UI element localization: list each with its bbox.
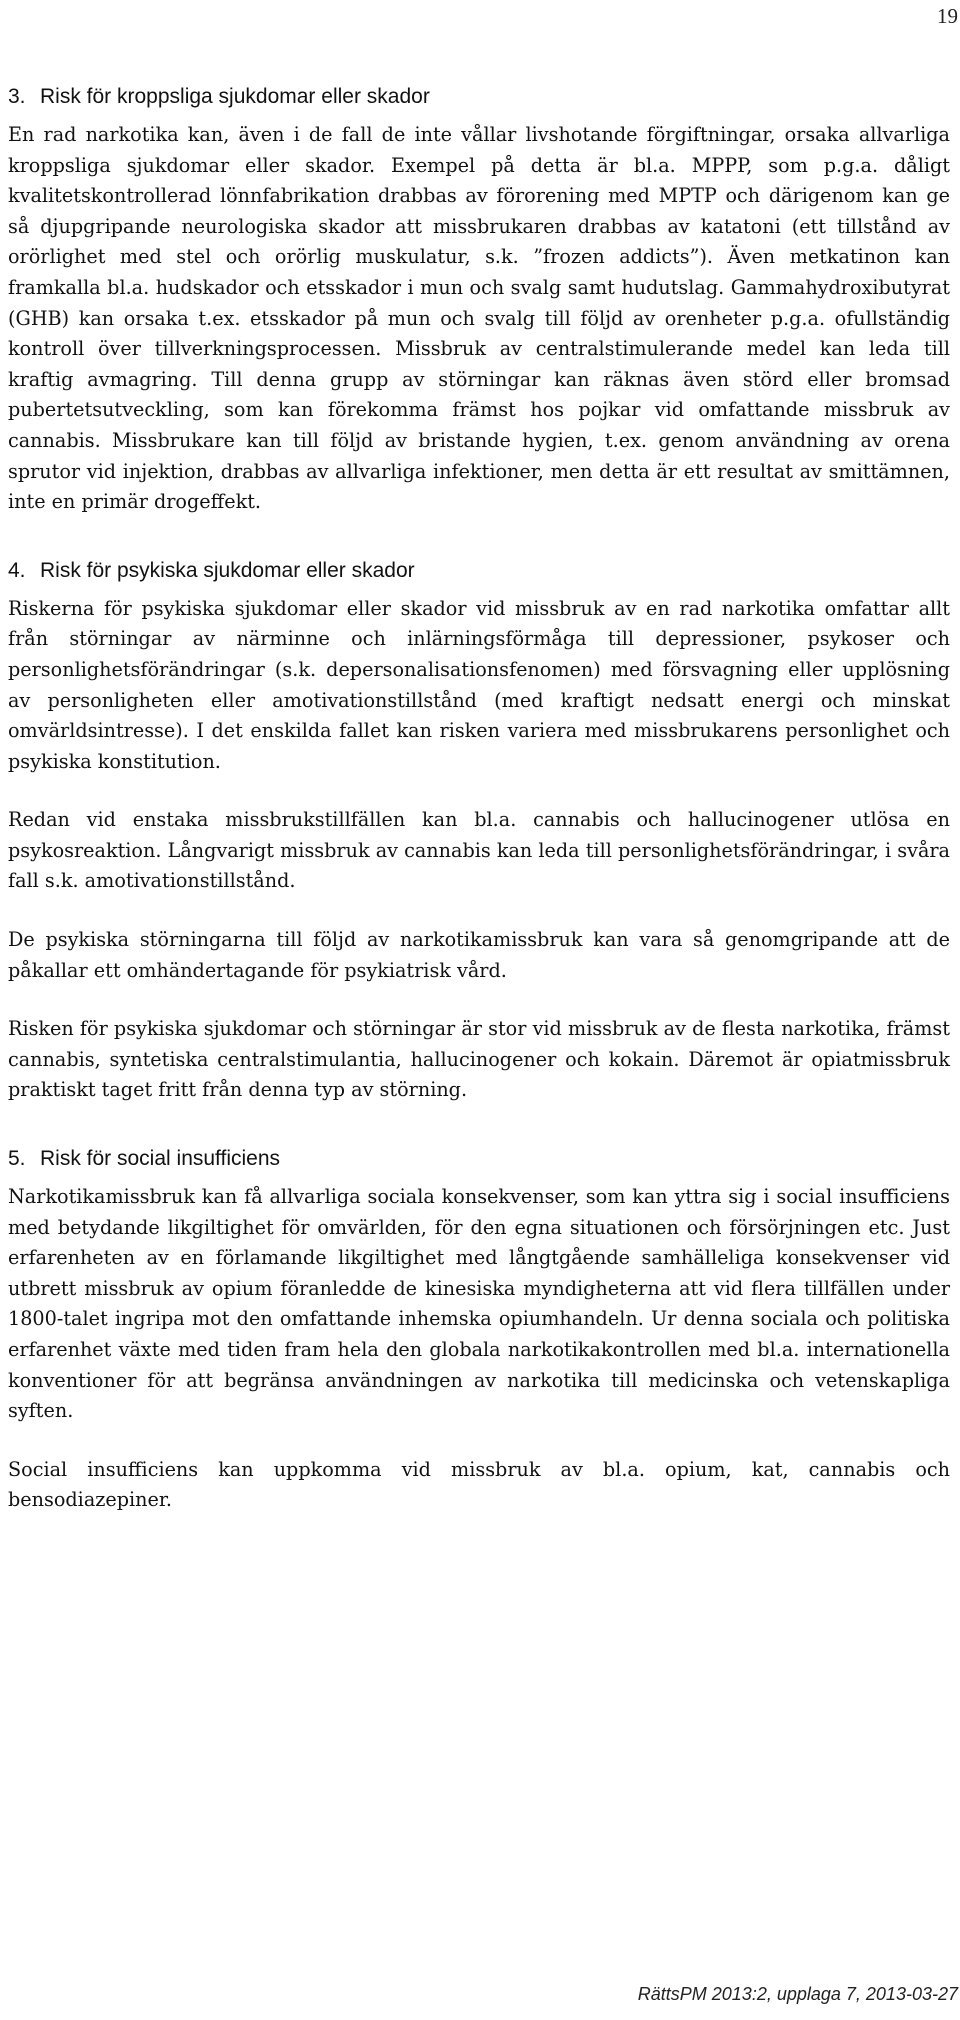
section-number: 4. xyxy=(8,558,26,582)
paragraph: En rad narkotika kan, även i de fall de inte vållar livshotande förgiftningar, orsaka allvarliga kroppsliga sjukdomar eller skador. Exempel på detta är bl.a. MPPP, som p.g.a. dåligt kvalitetskontrollerad lönnfabrikation drabbas av förorening med MPTP och därigenom kan ge så djupgripande neurologiska skador att missbrukaren drabbas av katatoni (ett tillstånd av orörlighet med stel och orörlig muskulatur, s.k. ”frozen addicts”). Även metkatinon kan framkalla bl.a. hudskador och etsskador i mun och svalg samt hudutslag. Gammahydroxibutyrat (GHB) kan orsaka t.ex. etsskador på mun och svalg till följd av orenheter p.g.a. ofullständig kontroll över tillverkningsprocessen. Missbruk av centralstimulerande medel kan leda till kraftig avmagring. Till denna grupp av störningar kan räknas även störd eller bromsad pubertetsutveckling, som kan förekomma främst hos pojkar vid omfattande missbruk av cannabis. Missbrukare kan till följd av bristande hygien, t.ex. genom användning av orena sprutor vid injektion, drabbas av allvarliga infektioner, men detta är ett resultat av smittämnen, inte en primär drogeffekt. xyxy=(8,123,950,514)
page-footer: RättsPM 2013:2, upplaga 7, 2013-03-27 xyxy=(637,1984,958,2004)
paragraph: Redan vid enstaka missbrukstillfällen kan bl.a. cannabis och hallucinogener utlösa en psykosreaktion. Långvarigt missbruk av cannabis kan leda till personlighetsförändringar, i svåra fall s.k. amotivationstillstånd. xyxy=(8,808,950,893)
section-heading-5 xyxy=(8,1144,950,1174)
section-heading-4 xyxy=(8,556,950,586)
paragraph: Riskerna för psykiska sjukdomar eller skador vid missbruk av en rad narkotika omfattar allt från störningar av närminne och inlärningsförmåga till depressioner, psykoser och personlighetsförändringar (s.k. depersonalisationsfenomen) med försvagning eller upplösning av personligheten eller amotivationstillstånd (med kraftigt nedsatt energi och minskat omvärldsintresse). I det enskilda fallet kan risken variera med missbrukarens personlighet och psykiska konstitution. xyxy=(8,596,950,773)
paragraph: De psykiska störningarna till följd av narkotikamissbruk kan vara så genomgripande att de påkallar ett omhändertagande för psykiatrisk vård. xyxy=(8,928,950,982)
document-body xyxy=(8,82,950,1516)
section-number: 5. xyxy=(8,1147,26,1171)
section-title: Risk för social insufficiens xyxy=(40,1147,281,1171)
section-title: Risk för psykiska sjukdomar eller skador xyxy=(40,558,415,582)
paragraph: Narkotikamissbruk kan få allvarliga sociala konsekvenser, som kan yttra sig i social insufficiens med betydande likgiltighet för omvärlden, för den egna situationen och försörjningen etc. Just erfarenheten av en förlamande likgiltighet med långtgående samhälleliga konsekvenser vid utbrett missbruk av opium föranledde de kinesiska myndigheterna att vid flera tillfällen under 1800-talet ingripa mot den omfattande inhemska opiumhandeln. Ur denna sociala och politiska erfarenhet växte med tiden fram hela den globala narkotikakontrollen med bl.a. internationella konventioner för att begränsa användningen av narkotika till medicinska och vetenskapliga syften. xyxy=(8,1185,950,1423)
section-number: 3. xyxy=(8,85,26,108)
paragraph: Social insufficiens kan uppkomma vid missbruk av bl.a. opium, kat, cannabis och bensodiazepiner. xyxy=(8,1457,950,1512)
paragraph: Risken för psykiska sjukdomar och störningar är stor vid missbruk av de flesta narkotika, främst cannabis, syntetiska centralstimulantia, hallucinogener och kokain. Däremot är opiatmissbruk praktiskt taget fritt från denna typ av störning. xyxy=(8,1017,950,1102)
page-number: 19 xyxy=(937,4,958,28)
section-title: Risk för kroppsliga sjukdomar eller skador xyxy=(40,85,430,108)
section-heading-3 xyxy=(8,82,950,112)
